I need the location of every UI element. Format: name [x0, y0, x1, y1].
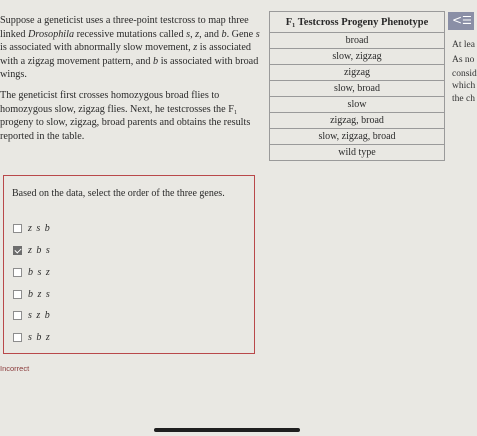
option-label: b s z: [28, 266, 51, 278]
text-segment: . Gene: [226, 28, 256, 40]
side-panel-text: At lea: [452, 40, 475, 50]
side-panel-text: As no: [452, 55, 475, 65]
table-row: [270, 49, 445, 65]
table-cell: slow: [270, 97, 445, 113]
checkbox[interactable]: [13, 290, 22, 299]
table-row: [270, 65, 445, 81]
table-row: [270, 129, 445, 145]
gene-b: b: [221, 28, 227, 40]
side-panel: [448, 0, 477, 436]
problem-paragraph-1: [0, 14, 262, 82]
table-row: [270, 33, 445, 49]
option-label: z b s: [28, 244, 51, 256]
problem-paragraph-2: The geneticist first crosses homozygous broad flies to homozygous slow, zigzag flies. Next, he testcrosses the F₁ progeny to slow, zigzag, broad parents and obtains the results reported in the table.: [0, 89, 251, 142]
question-prompt: Based on the data, select the order of the three genes.: [12, 188, 225, 199]
table-cell: broad: [270, 33, 445, 49]
horizontal-scrollbar[interactable]: [154, 428, 300, 432]
side-panel-toolbar: [448, 12, 474, 30]
option-bsz[interactable]: [13, 266, 51, 278]
checkbox[interactable]: [13, 333, 22, 342]
text-segment: , and: [199, 28, 222, 40]
text-segment: is associated with a zigzag movement pattern, and: [0, 42, 251, 67]
table-header-row: [270, 12, 445, 33]
text-segment: is associated with broad wings.: [0, 55, 259, 81]
species-name: Drosophila: [28, 28, 75, 40]
gene-s: s: [255, 28, 260, 40]
option-label: b z s: [28, 288, 51, 300]
table-row: [270, 145, 445, 161]
option-zbs[interactable]: [13, 244, 51, 256]
gene-z: z: [195, 28, 200, 40]
table-row: [270, 97, 445, 113]
side-panel-text: which: [452, 81, 476, 91]
option-sbz[interactable]: [13, 331, 51, 343]
table-row: [270, 113, 445, 129]
option-label: z s b: [28, 222, 51, 234]
table-cell: wild type: [270, 145, 445, 161]
checkbox[interactable]: [13, 311, 22, 320]
table-cell: slow, zigzag, broad: [270, 129, 445, 145]
checkbox-checked[interactable]: [13, 246, 22, 255]
side-panel-text: the ch: [452, 94, 475, 104]
side-panel-text: consid: [452, 69, 477, 79]
table-row: [270, 81, 445, 97]
document-icon[interactable]: ☰: [462, 14, 472, 27]
checkbox[interactable]: [13, 268, 22, 277]
option-szb[interactable]: [13, 309, 51, 321]
table-cell: zigzag: [270, 65, 445, 81]
option-bzs[interactable]: [13, 288, 51, 300]
table-cell: slow, zigzag: [270, 49, 445, 65]
chevron-left-icon[interactable]: <: [452, 13, 463, 27]
text-segment: Suppose a geneticist uses a three-point testcross to map three linked: [0, 15, 249, 40]
gene-z: z: [193, 42, 198, 54]
phenotype-table-container: [269, 11, 445, 161]
table-cell: zigzag, broad: [270, 113, 445, 129]
problem-statement: [0, 14, 262, 143]
option-label: s b z: [28, 331, 51, 343]
checkbox[interactable]: [13, 224, 22, 233]
gene-s: s: [186, 28, 191, 40]
option-label: s z b: [28, 309, 51, 321]
table-header: F₁ Testcross Progeny Phenotype: [270, 12, 445, 33]
option-zsb[interactable]: [13, 222, 51, 234]
text-segment: is associated with abnormally slow movement,: [0, 42, 194, 54]
gene-b: b: [153, 55, 159, 67]
phenotype-table: [269, 11, 445, 161]
text-segment: ,: [190, 28, 196, 40]
question-box: [3, 175, 255, 354]
text-segment: recessive mutations called: [74, 28, 187, 40]
status-message: Incorrect: [0, 364, 30, 373]
table-cell: slow, broad: [270, 81, 445, 97]
